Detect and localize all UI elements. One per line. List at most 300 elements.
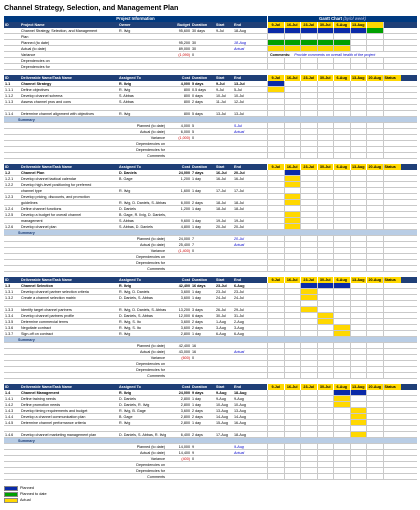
- task-0-0-week-1: [284, 87, 301, 92]
- project-row-2-week-2: [300, 40, 317, 45]
- summary-detail-label: Comments: [147, 374, 165, 378]
- summary-0-3-status: [383, 141, 401, 146]
- task-0-4-week-3: [317, 111, 334, 116]
- task-0-1-status: [383, 93, 401, 98]
- task-1-1-week-3: [317, 182, 334, 187]
- task-col-0: ID: [5, 165, 9, 169]
- task-start: 16-Jul: [216, 177, 227, 181]
- task-col-1: Deliverable Name/Task Name: [21, 76, 72, 80]
- deliverable-ic: [251, 170, 267, 175]
- task-start: [215, 301, 233, 306]
- project-comments: [267, 52, 400, 57]
- summary-detail-end: [233, 355, 251, 360]
- deliverable-0-week-0: [267, 81, 284, 86]
- task-2-6-week-1: [284, 325, 301, 330]
- task-duration: [191, 194, 215, 199]
- summary-0-3-week-5: [350, 141, 367, 146]
- summary-1-2-week-6: [366, 248, 383, 253]
- project-row-start: [215, 40, 233, 45]
- task-3-0-week-0: [267, 396, 284, 401]
- summary-detail-ic: [251, 450, 267, 455]
- summary-0-2-week-3: [317, 135, 334, 140]
- summary-1-0-week-2: [300, 236, 317, 241]
- summary-detail-start: [215, 135, 233, 140]
- task-ic: [251, 426, 267, 431]
- summary-detail-duration: 5: [192, 124, 195, 128]
- task-id: [4, 200, 20, 205]
- summary-0-4-week-5: [350, 147, 367, 152]
- summary-detail-ic: [251, 236, 267, 241]
- task-owner: S. Abbas: [119, 219, 134, 223]
- task-1-6-week-3: [317, 212, 334, 217]
- task-3-2-week-0: [267, 408, 284, 413]
- task-name: Define promotion needs: [21, 403, 61, 407]
- summary-2-5-week-2: [300, 373, 317, 378]
- task-3-1-week-6: [366, 402, 383, 407]
- task-1-4-week-2: [300, 200, 317, 205]
- task-2-6-week-2: [300, 325, 317, 330]
- summary-detail-cost: [169, 153, 191, 158]
- summary-3-4-status: [383, 468, 401, 473]
- task-owner: D. Daniels, S. Abbas: [119, 314, 153, 318]
- summary-0-5-week-6: [366, 153, 383, 158]
- summary-2-5-week-5: [350, 373, 367, 378]
- task-1-2-week-1: [284, 188, 301, 193]
- task-1-8-week-3: [317, 224, 334, 229]
- task-1-5-week-1: [284, 206, 301, 211]
- project-row-name: Dependencies on: [21, 59, 50, 63]
- task-ic: [251, 93, 267, 98]
- project-row-6-week-3: [317, 64, 334, 69]
- task-1-7-week-4: [333, 218, 350, 223]
- task-1-7-week-0: [267, 218, 284, 223]
- task-2-5-week-1: [284, 319, 301, 324]
- project-row-end: Actual: [234, 47, 245, 51]
- task-id: [4, 301, 20, 306]
- summary-0-5-week-3: [317, 153, 334, 158]
- page-title: Channel Strategy, Selection, and Management Plan: [4, 3, 179, 12]
- task-end: 16-Aug: [234, 421, 246, 425]
- summary-detail-ic: [251, 248, 267, 253]
- task-1-3-week-2: [300, 194, 317, 199]
- project-col-3: Budget: [177, 23, 190, 27]
- summary-detail-ic: [251, 266, 267, 271]
- task-cost: 9,600: [180, 219, 190, 223]
- task-col-2: Assigned To: [119, 385, 141, 389]
- task-col-6: End: [234, 76, 241, 80]
- task-owner: B. Gage, R. Ilvig, D. Daniels,: [119, 213, 166, 217]
- project-row-2-status: [383, 40, 401, 45]
- task-start: 19-Jul: [216, 219, 227, 223]
- summary-detail-ic: [251, 254, 267, 259]
- summary-0-1-week-6: [366, 129, 383, 134]
- task-id: [4, 218, 20, 223]
- task-ic: [251, 307, 267, 312]
- task-1-4-week-4: [333, 200, 350, 205]
- summary-detail-duration: 16: [192, 350, 197, 354]
- task-id: [4, 105, 20, 110]
- task-3-0-week-4: [333, 396, 350, 401]
- task-name: Sign-off on contract: [21, 332, 53, 336]
- task-3-3-week-5: [350, 414, 367, 419]
- task-week-label-4: 6-Aug: [333, 75, 350, 81]
- project-row-6-week-5: [350, 64, 367, 69]
- task-end: 24-Jul: [234, 296, 245, 300]
- task-col-3: Cost: [181, 165, 190, 169]
- task-0-0-week-0: [267, 87, 284, 92]
- summary-detail-cost: 25,400: [178, 243, 190, 247]
- task-week-label-4: 6-Aug: [333, 164, 350, 170]
- task-1-0-week-3: [317, 176, 334, 181]
- deliverable-ic: [251, 81, 267, 86]
- project-row-3-week-5: [350, 46, 367, 51]
- task-week-label-2: 23-Jul: [300, 75, 317, 81]
- task-week-label-3: 30-Jul: [317, 75, 334, 81]
- deliverable-3-status: [383, 390, 401, 395]
- gantt-header-title: Gantt Chart: [318, 16, 343, 21]
- task-cost: 2,800: [180, 421, 190, 425]
- task-owner: D. Daniels: [119, 207, 137, 211]
- legend-swatch-planned-date: [4, 492, 18, 497]
- task-2-5-week-5: [350, 319, 367, 324]
- project-row-budget: [169, 34, 191, 39]
- summary-2-2-week-5: [350, 355, 367, 360]
- summary-0-0-week-6: [366, 123, 383, 128]
- task-end: 14-Aug: [234, 415, 246, 419]
- summary-2-0-status: [383, 343, 401, 348]
- task-week-label-3: 30-Jul: [317, 164, 334, 170]
- project-row-1-week-6: [366, 34, 383, 39]
- task-2-1-week-6: [366, 295, 383, 300]
- project-row-id: [4, 40, 20, 45]
- task-3-2-week-5: [350, 408, 367, 413]
- task-id: 1.4.6: [5, 433, 14, 437]
- project-row-duration: [191, 64, 215, 69]
- task-3-1-week-3: [317, 402, 334, 407]
- deliverable-1-week-0: [267, 170, 284, 175]
- summary-1-2-week-2: [300, 248, 317, 253]
- project-row-start: [215, 52, 233, 57]
- project-row-6-status: [383, 64, 401, 69]
- task-3-5-week-2: [300, 426, 317, 431]
- project-row-0-status: [383, 28, 401, 33]
- deliverable-2-status: [383, 283, 401, 288]
- project-row-name: Actual (to date): [21, 47, 47, 51]
- deliverable-name: Channel Strategy: [21, 82, 52, 86]
- summary-detail-ic: [251, 260, 267, 265]
- deliverable-end: 6-Aug: [234, 284, 245, 288]
- project-row-duration: 0: [192, 53, 195, 57]
- task-col-status: Status: [383, 75, 401, 81]
- summary-3-2-week-1: [284, 456, 301, 461]
- summary-detail-label: Planned (to date): [136, 237, 165, 241]
- deliverable-0-week-3: [317, 81, 334, 86]
- project-row-owner: [118, 64, 169, 69]
- task-col-3: Cost: [181, 278, 190, 282]
- task-3-6-week-1: [284, 432, 301, 437]
- task-2-3-week-1: [284, 307, 301, 312]
- task-id: 1.2.1: [5, 177, 14, 181]
- task-1-8-week-0: [267, 224, 284, 229]
- deliverable-2-week-6: [366, 283, 383, 288]
- project-row-owner: [118, 34, 169, 39]
- task-week-label-0: 9-Jul: [267, 164, 284, 170]
- task-id: 1.1.2: [5, 94, 14, 98]
- task-owner: [118, 182, 169, 187]
- task-2-3-week-2: [300, 307, 317, 312]
- summary-2-2-week-2: [300, 355, 317, 360]
- task-owner: R. Ilvig: [119, 332, 131, 336]
- task-cost: 2,800: [180, 397, 190, 401]
- project-row-start: 9-Jul: [216, 29, 224, 33]
- summary-0-5-status: [383, 153, 401, 158]
- deliverable-end: 20-Jul: [234, 171, 245, 175]
- deliverable-3-week-2: [300, 390, 317, 395]
- task-id: 1.2.4: [5, 207, 14, 211]
- task-1-1-week-2: [300, 182, 317, 187]
- task-name: Develop a budget for overall channel: [21, 213, 82, 217]
- task-ic: [251, 224, 267, 229]
- summary-2-5-status: [383, 373, 401, 378]
- summary-3-4-week-0: [267, 468, 284, 473]
- summary-detail-duration: [191, 147, 215, 152]
- project-row-ic: [251, 40, 267, 45]
- project-row-budget: 95,600: [178, 29, 190, 33]
- task-0-4-week-1: [284, 111, 301, 116]
- gantt-header-note: (by/of week): [343, 16, 366, 21]
- task-duration: 1 day: [192, 225, 202, 229]
- summary-1-3-week-5: [350, 254, 367, 259]
- task-name: Define objectives: [21, 88, 50, 92]
- task-3-2-week-2: [300, 408, 317, 413]
- task-2-5-week-2: [300, 319, 317, 324]
- task-ic: [251, 420, 267, 425]
- summary-0-1-week-1: [284, 129, 301, 134]
- task-start: 1-Aug: [216, 320, 226, 324]
- summary-3-4-week-2: [300, 468, 317, 473]
- task-id: 1.3.6: [5, 326, 14, 330]
- project-row-3-status: [383, 46, 401, 51]
- task-1-0-week-2: [300, 176, 317, 181]
- task-2-7-week-4: [333, 331, 350, 336]
- summary-detail-start: [215, 355, 233, 360]
- task-2-1-week-0: [267, 295, 284, 300]
- task-week-label-3: 30-Jul: [317, 277, 334, 283]
- task-duration: 3 days: [192, 308, 203, 312]
- project-row-0-week-6: [366, 28, 383, 33]
- task-duration: 0 days: [192, 94, 203, 98]
- summary-0-2-week-6: [366, 135, 383, 140]
- task-end: [233, 182, 251, 187]
- summary-1-3-week-4: [333, 254, 350, 259]
- summary-3-1-week-3: [317, 450, 334, 455]
- task-owner: D. Daniels: [119, 397, 137, 401]
- deliverable-2-week-5: [350, 283, 367, 288]
- summary-1-5-week-1: [284, 266, 301, 271]
- task-col-4: Duration: [192, 76, 208, 80]
- task-owner: D. Daniels, S. Abbas: [119, 296, 153, 300]
- summary-detail-cost: [169, 254, 191, 259]
- task-owner: R. Ilvig, B. Gage: [119, 409, 146, 413]
- project-row-ic: [251, 64, 267, 69]
- summary-0-1-week-3: [317, 129, 334, 134]
- task-1-6-week-1: [284, 212, 301, 217]
- deliverable-2-week-0: [267, 283, 284, 288]
- summary-3-0-week-0: [267, 444, 284, 449]
- summary-detail-start: [215, 468, 233, 473]
- task-owner: [118, 301, 169, 306]
- summary-0-4-status: [383, 147, 401, 152]
- summary-1-0-week-6: [366, 236, 383, 241]
- task-1-3-week-3: [317, 194, 334, 199]
- summary-1-2-status: [383, 248, 401, 253]
- task-cost: 3,600: [180, 320, 190, 324]
- summary-0-3-week-1: [284, 141, 301, 146]
- task-week-label-1: 16-Jul: [284, 277, 301, 283]
- week-label-5: 13-Aug: [350, 22, 367, 28]
- summary-2-3-week-5: [350, 361, 367, 366]
- task-0-1-week-1: [284, 93, 301, 98]
- deliverable-ic: [251, 283, 267, 288]
- task-0-0-week-5: [350, 87, 367, 92]
- project-row-budget: [169, 64, 191, 69]
- project-row-5-week-2: [300, 58, 317, 63]
- project-row-2-week-6: [366, 40, 383, 45]
- week-label-2: 23-Jul: [300, 22, 317, 28]
- task-owner: R. Ilvig, D. Daniels, S. Abbas: [119, 308, 167, 312]
- project-row-ic: [251, 34, 267, 39]
- summary-detail-label: Comments: [147, 475, 165, 479]
- task-2-7-week-5: [350, 331, 367, 336]
- summary-detail-cost: [169, 147, 191, 152]
- deliverable-cost: 42,400: [178, 284, 190, 288]
- task-cost: 6,400: [180, 433, 190, 437]
- task-1-0-status: [383, 176, 401, 181]
- summary-detail-start: [215, 367, 233, 372]
- task-3-6-week-4: [333, 432, 350, 437]
- task-end: 10-Aug: [234, 403, 246, 407]
- week-label-1: 16-Jul: [284, 22, 301, 28]
- task-3-5-week-6: [366, 426, 383, 431]
- summary-detail-cost: 14,400: [178, 451, 190, 455]
- task-duration: 2 days: [192, 326, 203, 330]
- summary-detail-end: Actual: [234, 130, 245, 134]
- task-0-2-week-1: [284, 99, 301, 104]
- task-start: 13-Jul: [216, 112, 227, 116]
- project-row-6-week-4: [333, 64, 350, 69]
- task-end: 9-Aug: [234, 397, 244, 401]
- project-row-id: [4, 46, 20, 51]
- deliverable-2-week-1: [284, 283, 301, 288]
- project-row-0-week-5: [350, 28, 367, 33]
- task-end: 18-Jul: [234, 207, 245, 211]
- task-1-4-status: [383, 200, 401, 205]
- deliverable-3-week-1: [284, 390, 301, 395]
- task-2-1-week-4: [333, 295, 350, 300]
- task-2-4-status: [383, 313, 401, 318]
- task-0-3-week-5: [350, 105, 367, 110]
- task-1-7-week-6: [366, 218, 383, 223]
- deliverable-end: 13-Jul: [234, 82, 245, 86]
- summary-detail-end: 5-Jul: [234, 124, 242, 128]
- summary-detail-end: Actual: [234, 350, 245, 354]
- summary-3-0-week-6: [366, 444, 383, 449]
- summary-1-1-week-3: [317, 242, 334, 247]
- legend-item-actual: [4, 497, 47, 503]
- task-2-2-status: [383, 301, 401, 306]
- task-1-4-week-1: [284, 200, 301, 205]
- summary-detail-label: Dependencies on: [136, 255, 165, 259]
- summary-0-1-week-5: [350, 129, 367, 134]
- summary-1-5-week-0: [267, 266, 284, 271]
- task-col-6: End: [234, 385, 241, 389]
- summary-detail-end: [233, 147, 251, 152]
- summary-detail-start: [215, 254, 233, 259]
- task-ic: [251, 111, 267, 116]
- summary-detail-duration: [191, 474, 215, 479]
- project-row-3-week-0: [267, 46, 284, 51]
- task-3-0-week-2: [300, 396, 317, 401]
- task-3-6-week-5: [350, 432, 367, 437]
- task-1-8-week-1: [284, 224, 301, 229]
- summary-detail-label: Comments: [147, 154, 165, 158]
- summary-3-3-week-3: [317, 462, 334, 467]
- task-col-1: Deliverable Name/Task Name: [21, 278, 72, 282]
- deliverable-start: 16-Jul: [216, 171, 227, 175]
- summary-detail-cost: 24,000: [178, 237, 190, 241]
- task-name: channel type: [21, 189, 42, 193]
- summary-3-1-status: [383, 450, 401, 455]
- summary-0-0-status: [383, 123, 401, 128]
- task-1-2-week-5: [350, 188, 367, 193]
- summary-1-4-status: [383, 260, 401, 265]
- task-id: 1.4.5: [5, 421, 14, 425]
- summary-detail-duration: 0: [192, 136, 195, 140]
- task-3-6-status: [383, 432, 401, 437]
- deliverable-1-week-5: [350, 170, 367, 175]
- summary-detail-ic: [251, 135, 267, 140]
- summary-1-5-week-2: [300, 266, 317, 271]
- deliverable-owner: D. Daniels: [119, 171, 137, 175]
- summary-3-5-week-2: [300, 474, 317, 479]
- task-week-label-3: 30-Jul: [317, 384, 334, 390]
- summary-detail-duration: [191, 367, 215, 372]
- summary-detail-ic: [251, 141, 267, 146]
- summary-1-5-week-5: [350, 266, 367, 271]
- project-row-6-week-0: [267, 64, 284, 69]
- summary-3-3-week-1: [284, 462, 301, 467]
- task-end: 18-Aug: [234, 433, 246, 437]
- task-2-7-week-1: [284, 331, 301, 336]
- summary-3-1-week-1: [284, 450, 301, 455]
- task-start: [215, 426, 233, 431]
- summary-0-5-week-0: [267, 153, 284, 158]
- summary-detail-start: [215, 260, 233, 265]
- summary-1-2-week-3: [317, 248, 334, 253]
- deliverable-0-status: [383, 81, 401, 86]
- task-name: Determine commercial terms: [21, 320, 69, 324]
- summary-label: Summary: [18, 439, 35, 443]
- summary-0-5-week-4: [333, 153, 350, 158]
- task-2-6-week-0: [267, 325, 284, 330]
- task-2-0-status: [383, 289, 401, 294]
- task-1-2-week-0: [267, 188, 284, 193]
- project-row-5-week-0: [267, 58, 284, 63]
- task-start: 15-Aug: [216, 421, 228, 425]
- task-col-1: Deliverable Name/Task Name: [21, 165, 72, 169]
- task-ic: [251, 200, 267, 205]
- summary-detail-end: [233, 266, 251, 271]
